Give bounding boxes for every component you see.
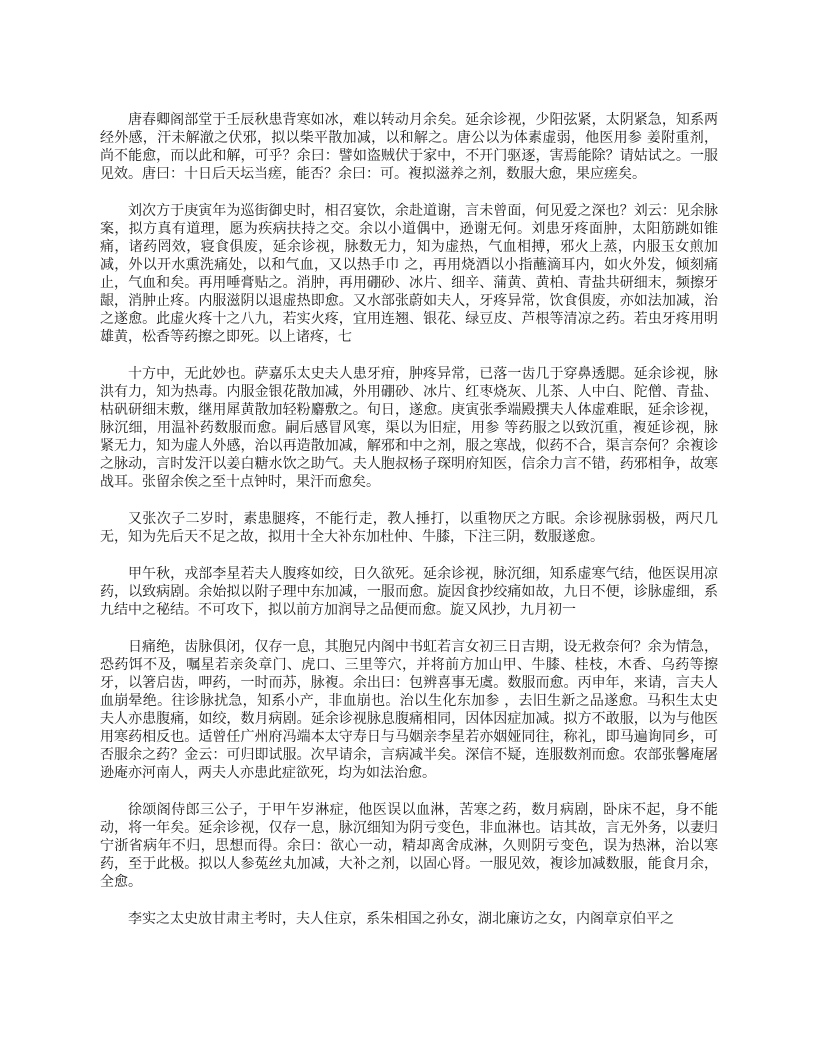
paragraph-2: 刘次方于庚寅年为巡街御史时，相召宴饮，余赴道谢，言未曾面，何见爱之深也？刘云：见余脉案，拟方真有道理，愿为疾病扶持之交。余以小道偶中，逊谢无何。刘患牙疼面肿，太阳筋跳如锥痛，诸药罔效，寝食俱废，延余诊视，脉数无力，知为虚热，气血相搏，邪火上蒸，内服玉女煎加减，外以开水熏洗痛处，以和气血，又以热手巾 之，再用烧酒以小指蘸滴耳内，如火外发，倾刻痛止，气血和矣。再用唾膏贴之。消肿，再用硼砂、冰片、细辛、蒲黄、黄柏、青盐共研细末，频擦牙龈，消肿止疼。内服滋阴以退虚热即愈。又水部张蔚如夫人，牙疼异常，饮食俱废，亦如法加减，治之遂愈。此虚火疼十之八九，若实火疼，宜用连翘、银花、绿豆皮、芦根等清凉之药。若虫牙疼用明雄黄，松香等药擦之即死。以上诸疼，七 — [100, 203, 718, 345]
document-page — [100, 111, 718, 947]
paragraph-4: 又张次子二岁时，素患腿疼，不能行走，教人捶打，以重物厌之方眠。余诊视脉弱极，两尺几无，知为先后天不足之故，拟用十全大补东加杜仲、牛膝，下注三阴，数服遂愈。 — [100, 511, 718, 545]
paragraph-8: 李实之太史放甘肃主考时，夫人住京，系朱相国之孙女，湖北廉访之女，内阁章京伯平之 — [128, 911, 674, 927]
paragraph-3: 十方中，无此妙也。萨嘉乐太史夫人患牙疳，肿疼异常，已落一齿几于穿鼻透腮。延余诊视，脉洪有力，知为热毒。内服金银花散加减，外用硼砂、冰片、红枣烧灰、儿茶、人中白、陀僧、青盐、枯矾研细末敷，继用犀黄散加轻粉麝敷之。旬日，遂愈。庚寅张季端殿撰夫人体虚难眠，延余诊视，脉沉细，用温补药数服而愈。嗣后感冒风寒，渠以为旧症，用参 等药服之以致沉重，複延诊视，脉紧无力，知为虚人外感，治以再造散加减，解邪和中之剂，服之寒战，似药不合，渠言奈何？余複诊之脉动，言时发汗以姜白糖水饮之助气。夫人胞叔杨子琛明府知医，信余力言不错，药邪相争，故寒战耳。张留余俟之至十点钟时，果汗而愈矣。 — [100, 366, 718, 490]
paragraph-6: 日痛绝，齿脉俱闭，仅存一息，其胞兄内阁中书虹若言女初三日吉期，设无救奈何？余为情急，恐药饵不及，嘱星若亲灸章门、虎口、三里等穴，并将前方加山甲、牛膝、桂枝，木香、乌药等擦牙，以箸启齿，呷药，一时而苏，脉複。余出曰：包辨喜事无虞。数服而愈。丙申年，来请，言夫人血崩晕绝。往诊脉扰急，知系小产，非血崩也。治以生化东加参 ，去旧生新之品遂愈。马积生太史夫人亦患腹痛，如绞，数月病剧。延余诊视脉息腹痛相同，因体因症加减。拟方不敢服，以为与他医用寒药相反也。适曾任广州府冯端本太守寿日与马姻亲李星若亦姻娅同往，称礼，即马遍询同乡，可否服余之药？金云：可归即试服。次早请余，言病减半矣。深信不疑，连服数剂而愈。农部张馨庵屠逊庵亦河南人，两夫人亦患此症欲死，均为如法治愈。 — [100, 639, 718, 781]
paragraph-1: 唐春卿阁部堂于壬辰秋患背寒如冰，难以转动月余矣。延余诊视，少阳弦紧，太阴紧急，知系两经外感，汗未解澈之伏邪，拟以柴平散加减，以和解之。唐公以为体素虚弱，他医用参 姜附重剂，尚不能愈，而以此和解，可乎？余曰：譬如盗贼伏于家中，不开门驱逐，害焉能除？请姑试之。一服见效。唐曰：十日后天坛当瘥，能否？余曰：可。複拟滋养之剂，数服大愈，果应瘥矣。 — [100, 112, 718, 182]
paragraph-5: 甲午秋，戎部李星若夫人腹疼如绞，日久欲死。延余诊视，脉沉细，知系虚寒气结，他医误用凉药，以致病剧。余始拟以附子理中东加减，一服而愈。旋因食抄绞痛如故，九日不便，诊脉虚细，系九结中之秘结。不可攻下，拟以前方加润导之品便而愈。旋又风抄，九月初一 — [100, 566, 718, 618]
paragraph-7: 徐颂阁侍郎三公子，于甲午岁淋症，他医误以血淋，苦寒之药，数月病剧，卧床不起，身不能动，将一年矣。延余诊视，仅存一息，脉沉细知为阴亏变色，非血淋也。诘其故，言无外务，以妻归宁浙省病年不归，思想而得。余曰：欲心一动，精却离舍成淋，久则阴亏变色，误为热淋，治以寒药，至于此极。拟以人参菟丝丸加减，大补之剂，以固心肾。一服见效，複诊加减数服，能食月余，全愈。 — [100, 802, 718, 890]
